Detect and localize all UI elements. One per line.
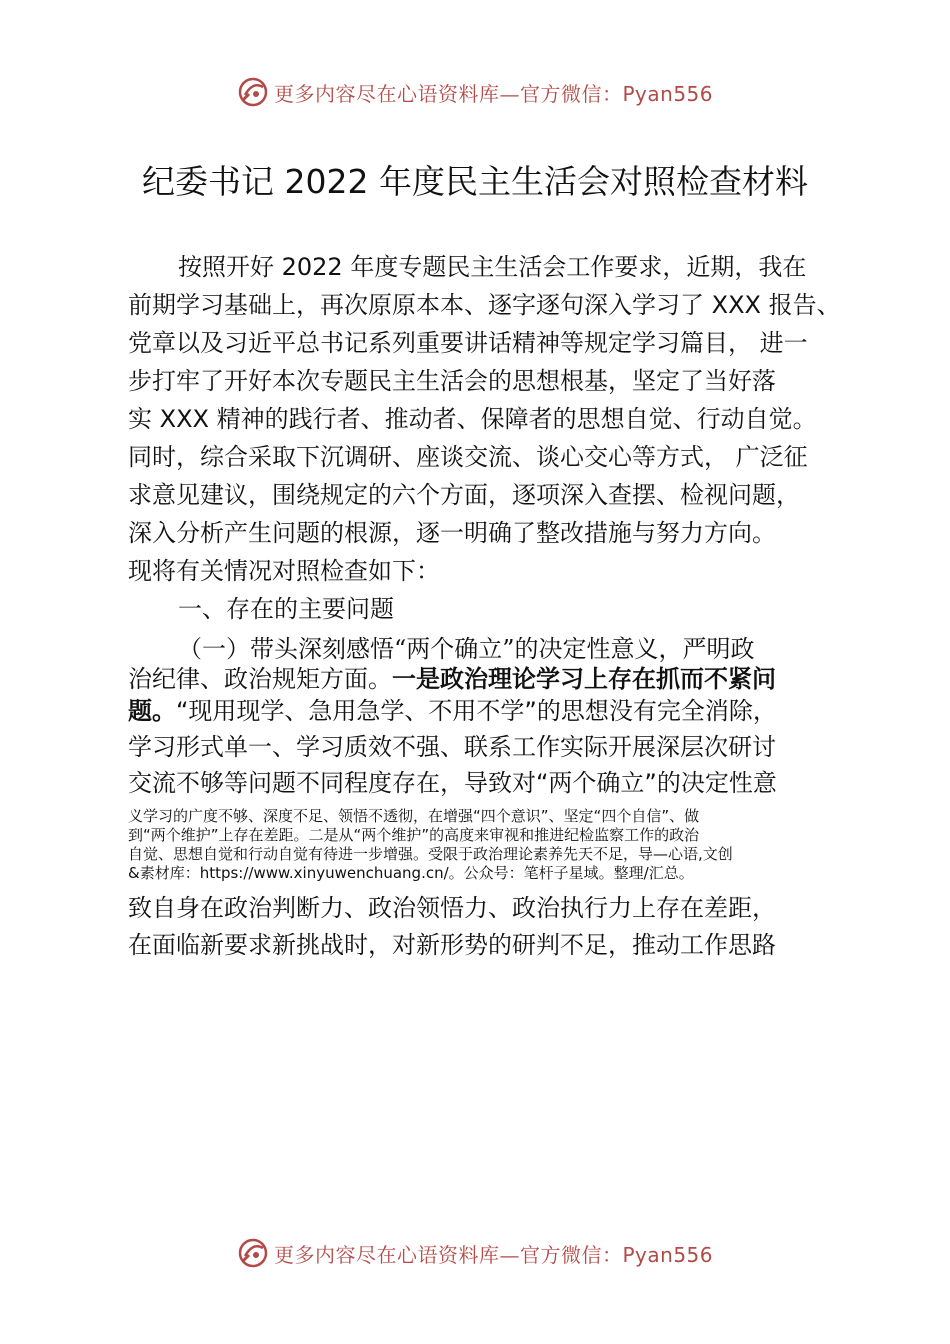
body-line: 交流不够等问题不同程度存在，导致对“两个确立”的决定性意 xyxy=(128,769,777,797)
footer-banner xyxy=(236,1235,736,1271)
wechat-id: Pyan556 xyxy=(622,81,714,106)
body-line: 按照开好 2022 年度专题民主生活会工作要求，近期，我在 xyxy=(178,253,807,281)
xinyu-logo-icon xyxy=(236,75,270,109)
subsection-heading-cont: 治纪律、政治规矩方面。 xyxy=(128,665,392,693)
small-text-line: 到“两个维护”上存在差距。二是从“两个维护”的高度来审视和推进纪检监察工作的政治 xyxy=(128,826,700,844)
subsection-heading: （一）带头深刻感悟“两个确立”的决定性意义，严明政 xyxy=(178,635,755,663)
bold-point: 一是政治理论学习上存在抓而不紧问 xyxy=(392,665,776,693)
small-text-line: 义学习的广度不够、深度不足、领悟不透彻，在增强“四个意识”、坚定“四个自信”、做 xyxy=(128,807,700,825)
section-heading: 一、存在的主要问题 xyxy=(178,595,394,623)
banner-text: 更多内容尽在心语资料库—官方微信：Pyan556 xyxy=(274,81,714,106)
body-line: 党章以及习近平总书记系列重要讲话精神等规定学习篇目， 进一 xyxy=(128,329,808,357)
body-line: 前期学习基础上，再次原原本本、逐字逐句深入学习了 XXX 报告、 xyxy=(128,291,841,319)
body-line: 深入分析产生问题的根源，逐一明确了整改措施与努力方向。 xyxy=(128,519,776,547)
body-line: 学习形式单一、学习质效不强、联系工作实际开展深层次研讨 xyxy=(128,733,776,761)
bold-point: 题。 xyxy=(128,697,176,725)
body-line: 现将有关情况对照检查如下： xyxy=(128,557,440,585)
document-title: 纪委书记 2022 年度民主生活会对照检查材料 xyxy=(142,162,808,201)
body-line: 在面临新要求新挑战时，对新形势的研判不足，推动工作思路 xyxy=(128,931,776,959)
body-line: 实 XXX 精神的践行者、推动者、保障者的思想自觉、行动自觉。 xyxy=(128,405,817,433)
xinyu-logo-icon xyxy=(236,1236,270,1270)
body-line: 求意见建议，围绕规定的六个方面，逐项深入查摆、检视问题， xyxy=(128,481,800,509)
body-line: 步打牢了开好本次专题民主生活会的思想根基，坚定了当好落 xyxy=(128,367,776,395)
body-line: 致自身在政治判断力、政治领悟力、政治执行力上存在差距， xyxy=(128,894,776,922)
banner-text: 更多内容尽在心语资料库—官方微信：Pyan556 xyxy=(274,1242,714,1267)
body-line: 同时，综合采取下沉调研、座谈交流、谈心交心等方式， 广泛征 xyxy=(128,443,808,471)
small-text-line: &素材库：https://www.xinyuwenchuang.cn/。公众号：笔杆子星域。整理/汇总。 xyxy=(128,864,694,882)
header-banner xyxy=(236,74,736,110)
body-line xyxy=(128,664,776,694)
wechat-id: Pyan556 xyxy=(622,1242,714,1267)
body-line: 题。“现用现学、急用急学、不用不学”的思想没有完全消除， xyxy=(128,697,777,725)
small-text-line: 自觉、思想自觉和行动自觉有待进一步增强。受限于政治理论素养先天不足，导—心语,文创 xyxy=(128,845,733,863)
